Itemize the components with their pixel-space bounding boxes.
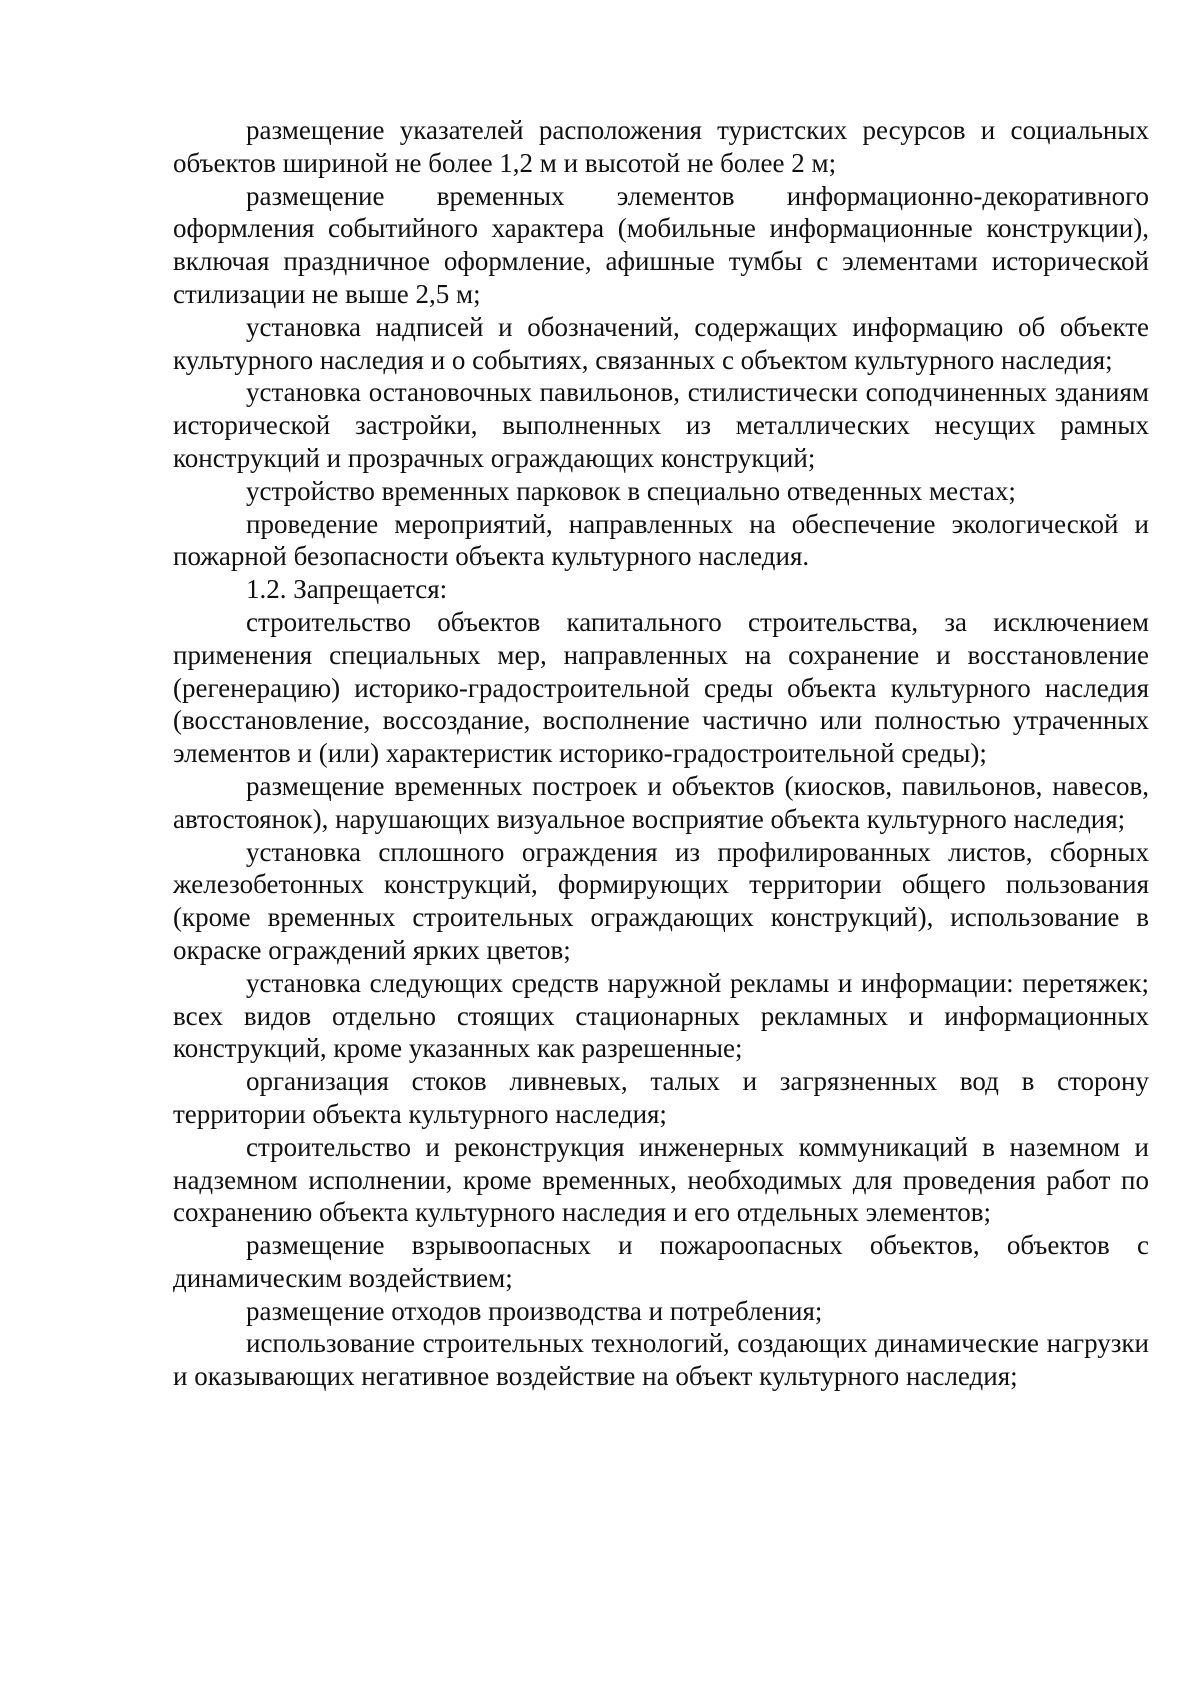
paragraph-water-drainage: организация стоков ливневых, талых и загрязненных вод в сторону территории объекта культурного наследия; bbox=[173, 1066, 1149, 1129]
paragraph-safety-measures: проведение мероприятий, направленных на обеспечение экологической и пожарной безопасности объекта культурного наследия. bbox=[173, 508, 1149, 572]
paragraph-construction-technologies: использование строительных технологий, создающих динамические нагрузки и оказывающих негативное воздействие на объект культурного наследия; bbox=[173, 1328, 1149, 1392]
paragraph-solid-fencing: установка сплошного ограждения из профилированных листов, сборных железобетонных конструкций, формирующих территории общего пользования (кроме временных строительных ограждающих конструкций), использование в окраске ограждений ярких цветов; bbox=[173, 836, 1149, 965]
paragraph-signage-placement: размещение указателей расположения туристских ресурсов и социальных объектов шириной не более 1,2 м и высотой не более 2 м; bbox=[173, 115, 1149, 178]
paragraph-inscriptions: установка надписей и обозначений, содержащих информацию об объекте культурного наследия и о событиях, связанных с объектом культурного наследия; bbox=[173, 311, 1149, 375]
paragraph-temporary-decor: размещение временных элементов информационно-декоративного оформления событийного характера (мобильные информационные конструкции), включая праздничное оформление, афишные тумбы с элементами исторической стилизации не выше 2,5 м; bbox=[173, 180, 1149, 309]
paragraph-utilities: строительство и реконструкция инженерных коммуникаций в наземном и надземном исполнении, кроме временных, необходимых для проведения работ по сохранению объекта культурного наследия и его отдельных элементов; bbox=[173, 1131, 1149, 1228]
paragraph-hazardous-objects: размещение взрывоопасных и пожароопасных объектов, объектов с динамическим воздействием; bbox=[173, 1230, 1149, 1293]
paragraph-outdoor-advertising: установка следующих средств наружной рекламы и информации: перетяжек; всех видов отдельно стоящих стационарных рекламных и информационных конструкций, кроме указанных как разрешенные; bbox=[173, 967, 1149, 1064]
paragraph-capital-construction: строительство объектов капитального строительства, за исключением применения специальных мер, направленных на сохранение и восстановление (регенерацию) историко-градостроительной среды объекта культурного наследия (восстановление, воссоздание, восполнение частично или полностью утраченных элементов и (или) характеристик историко-градостроительной среды); bbox=[173, 606, 1149, 769]
document-body bbox=[173, 114, 1149, 1393]
paragraph-bus-pavilions: установка остановочных павильонов, стилистически соподчиненных зданиям исторической застройки, выполненных из металлических несущих рамных конструкций и прозрачных ограждающих конструкций; bbox=[173, 377, 1149, 473]
paragraph-waste: размещение отходов производства и потребления; bbox=[246, 1295, 823, 1326]
section-heading-prohibited: 1.2. Запрещается: bbox=[246, 574, 448, 605]
paragraph-temporary-parking: устройство временных парковок в специально отведенных местах; bbox=[246, 475, 1016, 506]
paragraph-temporary-buildings: размещение временных построек и объектов (киосков, павильонов, навесов, автостоянок), нарушающих визуальное восприятие объекта культурного наследия; bbox=[173, 770, 1149, 834]
